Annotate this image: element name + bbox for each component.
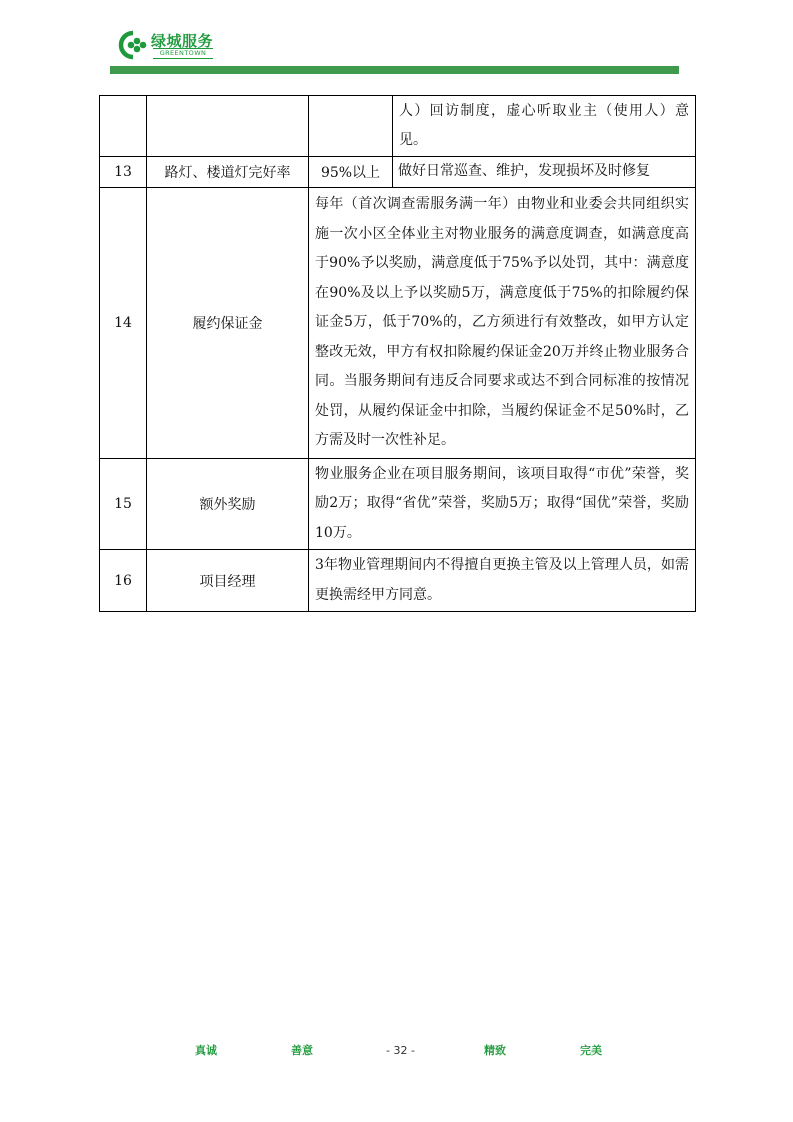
row-number <box>100 96 147 157</box>
table-row <box>100 550 696 612</box>
logo-english-text: GREENTOWN <box>153 48 213 59</box>
table-row <box>100 157 696 188</box>
row-measure-text: 人）回访制度，虚心听取业主（使用人）意见。 <box>399 102 689 148</box>
table-row <box>100 458 696 550</box>
page-number: - 32 - <box>386 1044 415 1057</box>
footer-motto-perfection: 完美 <box>580 1044 602 1057</box>
row-standard <box>309 96 393 157</box>
header-rule <box>110 66 679 74</box>
row-content <box>309 188 696 459</box>
greentown-logo <box>117 28 227 62</box>
service-standard-table <box>99 95 696 612</box>
footer-motto-sincerity: 真诚 <box>195 1044 217 1057</box>
row-item: 额外奖励 <box>147 458 309 550</box>
row-number: 14 <box>100 188 147 459</box>
row-measure-text: 做好日常巡查、维护，发现损坏及时修复 <box>398 163 650 180</box>
row-content-text: 每年（首次调查需服务满一年）由物业和业委会共同组织实施一次小区全体业主对物业服务的满意度调查，如满意度高于90%予以奖励，满意度低于75%予以处罚，其中：满意度在90%及以上予以奖励5万，满意度低于75%的扣除履约保证金5万，低于70%的，乙方须进行有效整改，如甲方认定整改无效，甲方有权扣除履约保证金20万并终止物业服务合同。当服务期间有违反合同要求或达不到合同标准的按情况处罚，从履约保证金中扣除，当履约保证金不足50%时，乙方需及时一次性补足。 <box>315 196 689 448</box>
logo-chinese-text: 绿城服务 <box>151 32 214 50</box>
table-row <box>100 188 696 459</box>
row-item <box>147 96 309 157</box>
row-item: 履约保证金 <box>147 188 309 459</box>
table-row <box>100 96 696 157</box>
row-item: 路灯、楼道灯完好率 <box>147 157 309 188</box>
row-item: 项目经理 <box>147 550 309 612</box>
footer-motto-kindness: 善意 <box>291 1044 313 1057</box>
row-number: 16 <box>100 550 147 612</box>
row-content <box>309 550 696 612</box>
row-content <box>309 458 696 550</box>
row-measure <box>393 157 696 188</box>
row-number: 13 <box>100 157 147 188</box>
row-content-text: 物业服务企业在项目服务期间，该项目取得“市优”荣誉，奖励2万；取得“省优”荣誉，奖励5万；取得“国优”荣誉，奖励10万。 <box>315 465 689 541</box>
row-content-text: 3年物业管理期间内不得擅自更换主管及以上管理人员，如需更换需经甲方同意。 <box>315 557 689 603</box>
footer-motto-refinement: 精致 <box>484 1044 506 1057</box>
clover-logo-icon <box>117 30 149 60</box>
row-measure <box>393 96 696 157</box>
row-standard: 95%以上 <box>309 157 393 188</box>
row-number: 15 <box>100 458 147 550</box>
